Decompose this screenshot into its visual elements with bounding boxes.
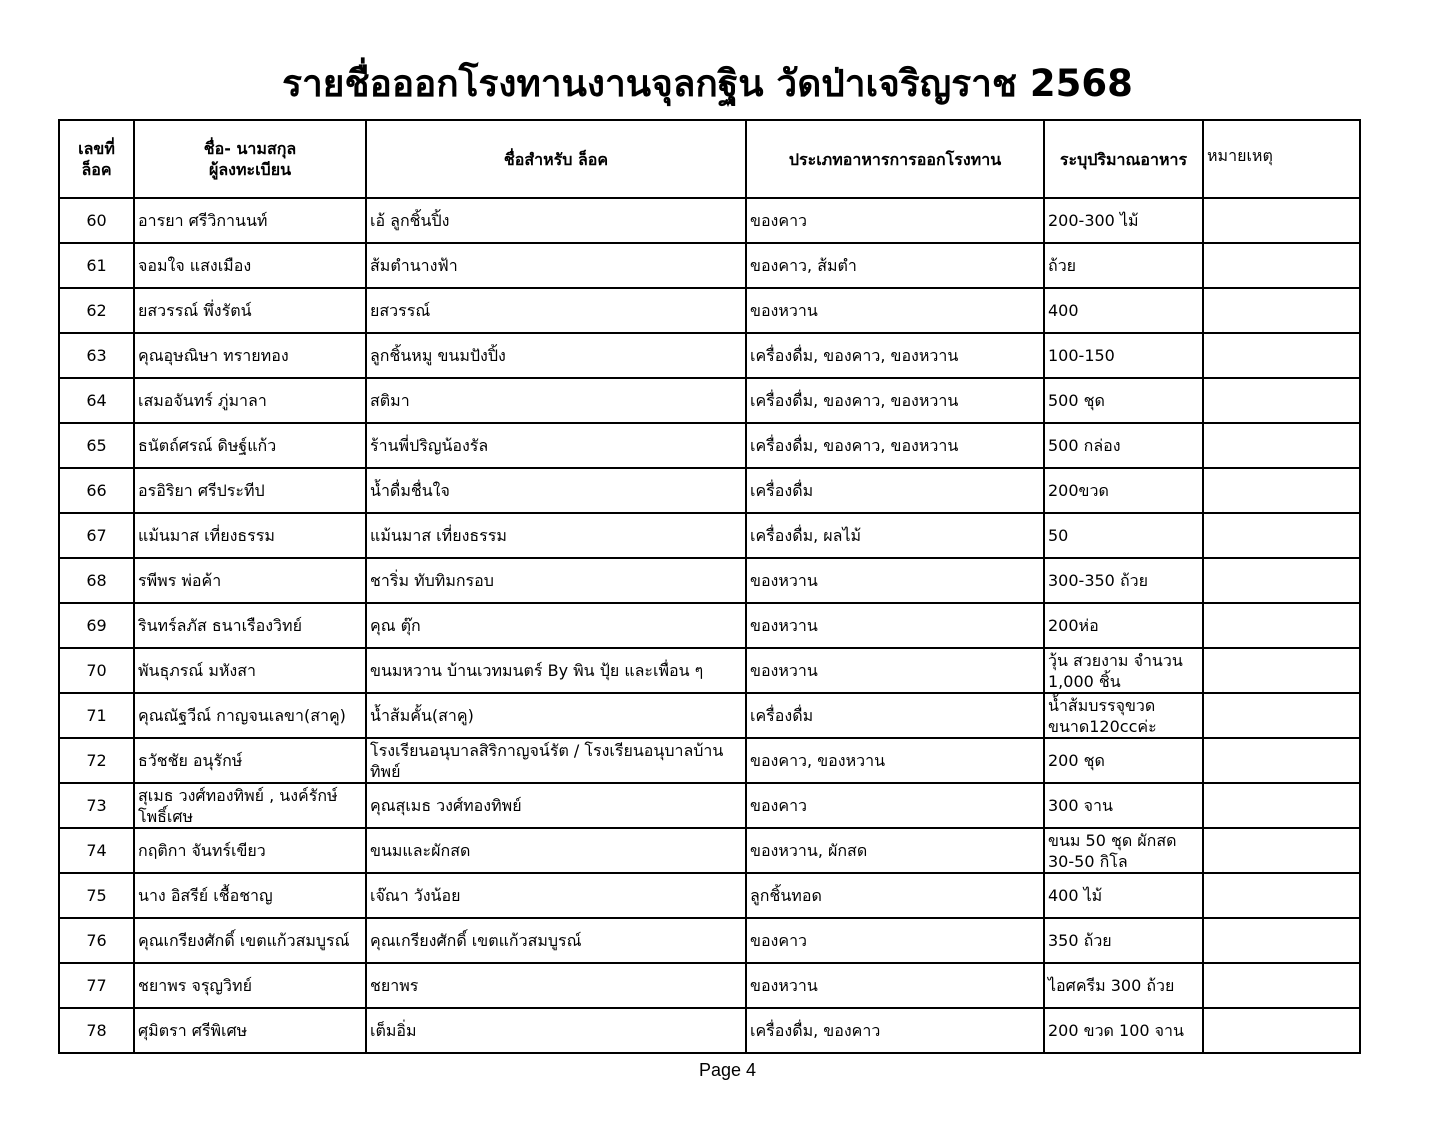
cell-quantity: 200 ชุด: [1044, 738, 1203, 783]
cell-remark: [1203, 423, 1360, 468]
cell-food-type: ของหวาน: [746, 648, 1044, 693]
header-booth-name: ชื่อสำหรับ ล็อค: [366, 120, 746, 198]
cell-booth-name: คุณ ตุ๊ก: [366, 603, 746, 648]
cell-quantity: ถ้วย: [1044, 243, 1203, 288]
cell-remark: [1203, 828, 1360, 873]
cell-remark: [1203, 198, 1360, 243]
header-row: [59, 120, 1360, 198]
cell-quantity: 300-350 ถ้วย: [1044, 558, 1203, 603]
cell-lock-no: 76: [59, 918, 134, 963]
table-row: [59, 693, 1360, 738]
cell-booth-name: ขนมและผักสด: [366, 828, 746, 873]
cell-registrant: ธนัตถ์ศรณ์ ดิษฐ์แก้ว: [134, 423, 366, 468]
cell-remark: [1203, 873, 1360, 918]
cell-lock-no: 68: [59, 558, 134, 603]
cell-registrant: อรอิริยา ศรีประทีป: [134, 468, 366, 513]
cell-remark: [1203, 468, 1360, 513]
cell-lock-no: 72: [59, 738, 134, 783]
cell-booth-name: คุณเกรียงศักดิ์ เขตแก้วสมบูรณ์: [366, 918, 746, 963]
cell-lock-no: 60: [59, 198, 134, 243]
cell-registrant: แม้นมาส เที่ยงธรรม: [134, 513, 366, 558]
cell-quantity: 50: [1044, 513, 1203, 558]
cell-booth-name: คุณสุเมธ วงศ์ทองทิพย์: [366, 783, 746, 828]
cell-quantity: 200ขวด: [1044, 468, 1203, 513]
cell-remark: [1203, 783, 1360, 828]
cell-quantity: 100-150: [1044, 333, 1203, 378]
cell-lock-no: 66: [59, 468, 134, 513]
cell-lock-no: 77: [59, 963, 134, 1008]
cell-quantity: 500 กล่อง: [1044, 423, 1203, 468]
header-quantity: ระบุปริมาณอาหาร: [1044, 120, 1203, 198]
cell-registrant: รพีพร พ่อค้า: [134, 558, 366, 603]
table-row: [59, 873, 1360, 918]
cell-registrant: กฤติกา จันทร์เขียว: [134, 828, 366, 873]
table-row: [59, 738, 1360, 783]
header-lock-no: [59, 120, 134, 198]
cell-food-type: เครื่องดื่ม: [746, 693, 1044, 738]
cell-lock-no: 78: [59, 1008, 134, 1053]
cell-food-type: ของหวาน: [746, 558, 1044, 603]
cell-booth-name: เจ๊ณา วังน้อย: [366, 873, 746, 918]
cell-registrant: คุณณัฐวีณ์ กาญจนเลขา(สาคู): [134, 693, 366, 738]
cell-food-type: ของคาว: [746, 918, 1044, 963]
cell-registrant: ศุมิตรา ศรีพิเศษ: [134, 1008, 366, 1053]
cell-quantity: 200 ขวด 100 จาน: [1044, 1008, 1203, 1053]
page-number: Page 4: [698, 1060, 757, 1080]
cell-registrant: ชยาพร จรุญวิทย์: [134, 963, 366, 1008]
cell-quantity: 400: [1044, 288, 1203, 333]
cell-booth-name: ส้มตำนางฟ้า: [366, 243, 746, 288]
cell-food-type: เครื่องดื่ม, ของคาว: [746, 1008, 1044, 1053]
cell-lock-no: 61: [59, 243, 134, 288]
cell-food-type: เครื่องดื่ม: [746, 468, 1044, 513]
table-row: [59, 243, 1360, 288]
cell-registrant: คุณเกรียงศักดิ์ เขตแก้วสมบูรณ์: [134, 918, 366, 963]
cell-remark: [1203, 693, 1360, 738]
cell-quantity: 400 ไม้: [1044, 873, 1203, 918]
header-food-type: ประเภทอาหารการออกโรงทาน: [746, 120, 1044, 198]
cell-booth-name: ร้านพี่ปริญน้องรัล: [366, 423, 746, 468]
cell-remark: [1203, 918, 1360, 963]
table-row: [59, 423, 1360, 468]
cell-registrant: สุเมธ วงศ์ทองทิพย์ , นงค์รักษ์ โพธิ์เศษ: [134, 783, 366, 828]
table-row: [59, 198, 1360, 243]
cell-booth-name: น้ำดื่มชื่นใจ: [366, 468, 746, 513]
table-row: [59, 648, 1360, 693]
cell-food-type: ของคาว: [746, 783, 1044, 828]
cell-remark: [1203, 648, 1360, 693]
cell-booth-name: แม้นมาส เที่ยงธรรม: [366, 513, 746, 558]
cell-remark: [1203, 513, 1360, 558]
cell-quantity: 200ห่อ: [1044, 603, 1203, 648]
table-row: [59, 963, 1360, 1008]
cell-food-type: เครื่องดื่ม, ของคาว, ของหวาน: [746, 423, 1044, 468]
cell-quantity: วุ้น สวยงาม จำนวน 1,000 ชิ้น: [1044, 648, 1203, 693]
cell-lock-no: 73: [59, 783, 134, 828]
cell-lock-no: 64: [59, 378, 134, 423]
table-row: [59, 288, 1360, 333]
cell-quantity: ขนม 50 ชุด ผักสด 30-50 กิโล: [1044, 828, 1203, 873]
cell-registrant: อารยา ศรีวิกานนท์: [134, 198, 366, 243]
cell-food-type: ของคาว, ส้มตำ: [746, 243, 1044, 288]
cell-food-type: ของคาว: [746, 198, 1044, 243]
cell-food-type: ลูกชิ้นทอด: [746, 873, 1044, 918]
header-remark: หมายเหตุ: [1203, 120, 1360, 198]
table-row: [59, 333, 1360, 378]
cell-remark: [1203, 333, 1360, 378]
cell-booth-name: เต็มอิ่ม: [366, 1008, 746, 1053]
cell-booth-name: เอ้ ลูกชิ้นปิ้ง: [366, 198, 746, 243]
table-row: [59, 558, 1360, 603]
cell-quantity: 300 จาน: [1044, 783, 1203, 828]
table-row: [59, 468, 1360, 513]
cell-lock-no: 67: [59, 513, 134, 558]
cell-booth-name: สติมา: [366, 378, 746, 423]
cell-food-type: เครื่องดื่ม, ของคาว, ของหวาน: [746, 378, 1044, 423]
header-registrant: [134, 120, 366, 198]
cell-quantity: 500 ชุด: [1044, 378, 1203, 423]
cell-food-type: เครื่องดื่ม, ผลไม้: [746, 513, 1044, 558]
cell-booth-name: ลูกชิ้นหมู ขนมปังปิ้ง: [366, 333, 746, 378]
page-title: รายชื่อออกโรงทานงานจุลกฐิน วัดป่าเจริญราช 2568: [282, 62, 1133, 105]
cell-remark: [1203, 603, 1360, 648]
cell-remark: [1203, 378, 1360, 423]
header-registrant-line2: ผู้ลงทะเบียน: [208, 160, 292, 179]
cell-quantity: ไอศครีม 300 ถ้วย: [1044, 963, 1203, 1008]
cell-registrant: เสมอจันทร์ ภู่มาลา: [134, 378, 366, 423]
cell-registrant: พันธุภรณ์ มหังสา: [134, 648, 366, 693]
cell-registrant: รินทร์ลภัส ธนาเรืองวิทย์: [134, 603, 366, 648]
cell-lock-no: 69: [59, 603, 134, 648]
cell-booth-name: ยสวรรณ์: [366, 288, 746, 333]
table-row: [59, 513, 1360, 558]
cell-quantity: 350 ถ้วย: [1044, 918, 1203, 963]
cell-registrant: นาง อิสรีย์ เชื้อชาญ: [134, 873, 366, 918]
cell-registrant: ยสวรรณ์ พึ่งรัตน์: [134, 288, 366, 333]
table-row: [59, 828, 1360, 873]
cell-booth-name: โรงเรียนอนุบาลสิริกาญจน์รัต / โรงเรียนอนุบาลบ้านทิพย์: [366, 738, 746, 783]
cell-quantity: น้ำส้มบรรจุขวด ขนาด120ccค่ะ: [1044, 693, 1203, 738]
cell-booth-name: ขนมหวาน บ้านเวทมนตร์ By พิน ปุ้ย และเพื่อน ๆ: [366, 648, 746, 693]
cell-lock-no: 65: [59, 423, 134, 468]
cell-lock-no: 71: [59, 693, 134, 738]
cell-quantity: 200-300 ไม้: [1044, 198, 1203, 243]
cell-booth-name: น้ำส้มคั้น(สาคู): [366, 693, 746, 738]
cell-registrant: จอมใจ แสงเมือง: [134, 243, 366, 288]
booth-table: [58, 119, 1361, 1054]
cell-lock-no: 74: [59, 828, 134, 873]
header-registrant-line1: ชื่อ- นามสกุล: [203, 139, 297, 158]
cell-remark: [1203, 963, 1360, 1008]
table-body: [59, 198, 1360, 1053]
table-row: [59, 1008, 1360, 1053]
table-row: [59, 783, 1360, 828]
header-lock-no-line2: ล็อค: [81, 160, 112, 179]
cell-registrant: คุณอุษณิษา ทรายทอง: [134, 333, 366, 378]
table-row: [59, 378, 1360, 423]
cell-remark: [1203, 738, 1360, 783]
cell-lock-no: 62: [59, 288, 134, 333]
cell-food-type: ของหวาน: [746, 963, 1044, 1008]
cell-remark: [1203, 1008, 1360, 1053]
cell-remark: [1203, 243, 1360, 288]
cell-registrant: ธวัชชัย อนุรักษ์: [134, 738, 366, 783]
cell-food-type: ของคาว, ของหวาน: [746, 738, 1044, 783]
cell-booth-name: ชาริ่ม ทับทิมกรอบ: [366, 558, 746, 603]
table-row: [59, 918, 1360, 963]
cell-lock-no: 70: [59, 648, 134, 693]
cell-lock-no: 75: [59, 873, 134, 918]
table-row: [59, 603, 1360, 648]
cell-remark: [1203, 288, 1360, 333]
cell-remark: [1203, 558, 1360, 603]
cell-food-type: ของหวาน: [746, 288, 1044, 333]
cell-lock-no: 63: [59, 333, 134, 378]
cell-food-type: เครื่องดื่ม, ของคาว, ของหวาน: [746, 333, 1044, 378]
cell-food-type: ของหวาน, ผักสด: [746, 828, 1044, 873]
cell-booth-name: ชยาพร: [366, 963, 746, 1008]
header-lock-no-line1: เลขที่: [78, 139, 115, 158]
cell-food-type: ของหวาน: [746, 603, 1044, 648]
